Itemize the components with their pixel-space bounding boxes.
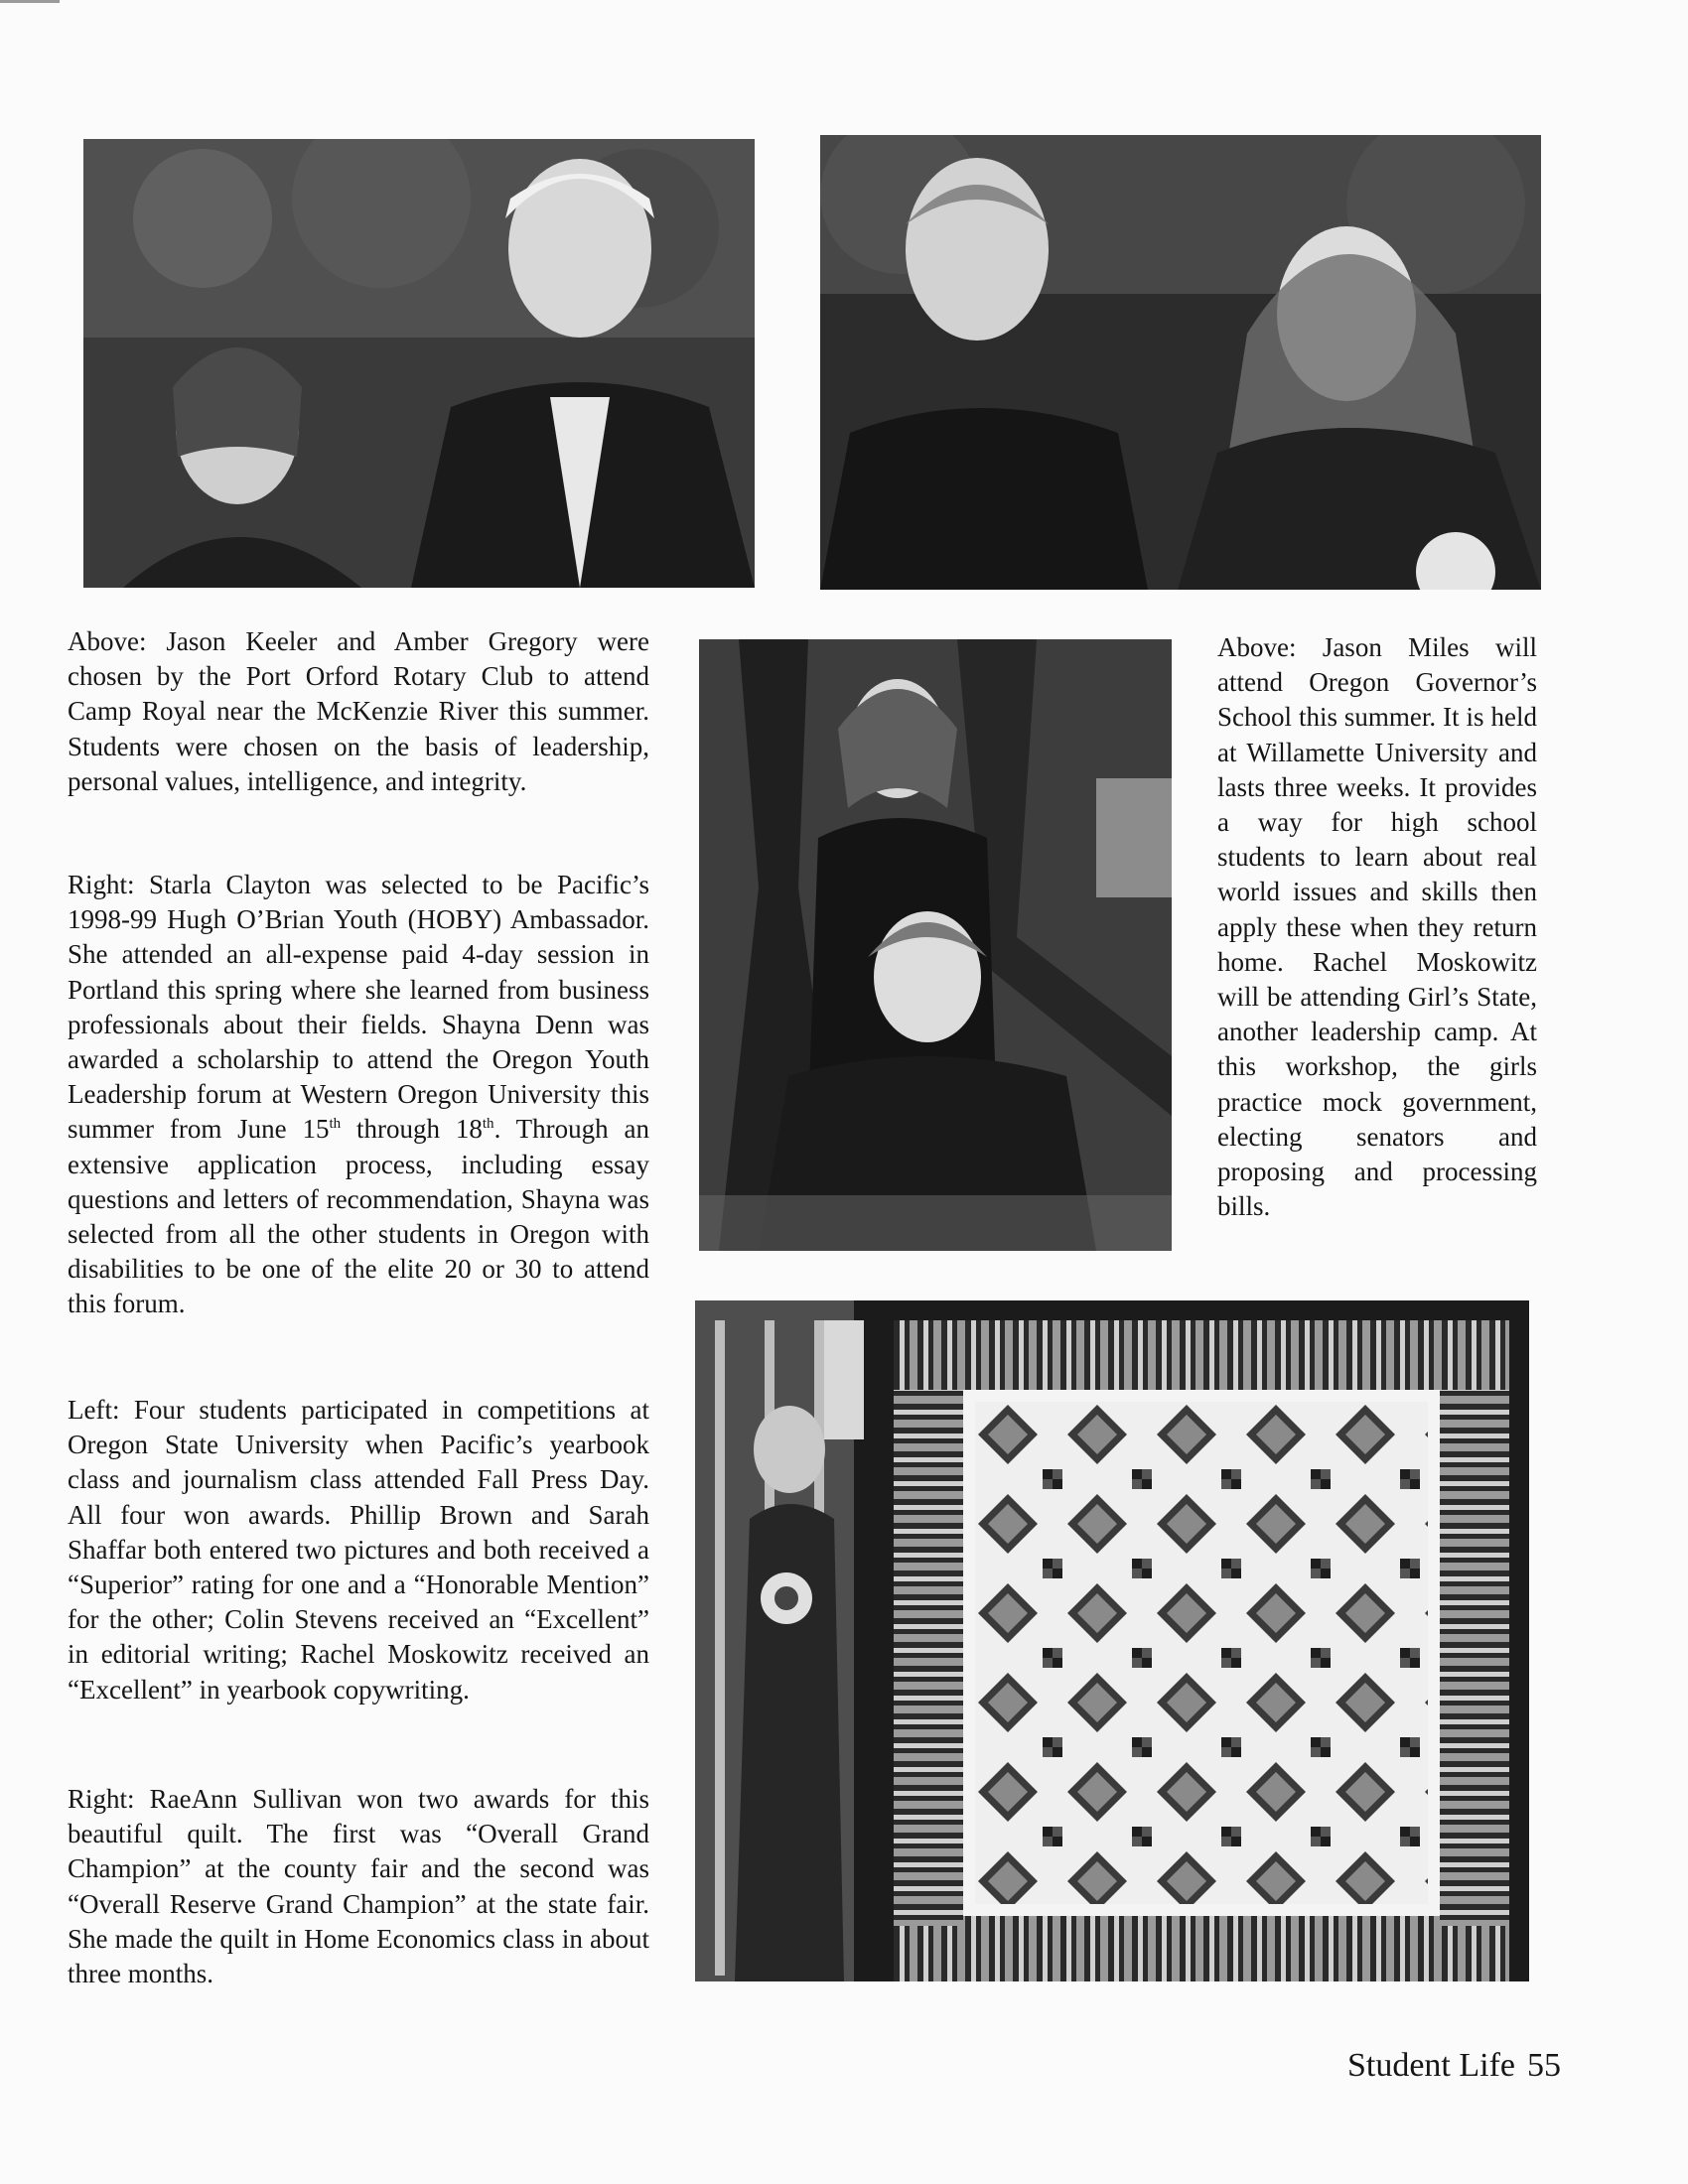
photo-governor-students (820, 135, 1541, 590)
caption-press-day: Left: Four students participated in competitions at Oregon State University when Pacific’s yearbook class and journalism class attended Fall Press Day. All four won awards. Phillip Brown and Sarah Shaffar both entered two pictures and both received a “Superior” rating for one and a “Honorable Mention” for the other; Colin Stevens received an “Excellent” in editorial writing; Rachel Moskowitz received an “Excellent” in yearbook copywriting. (68, 1395, 649, 1705)
caption-hoby-text-3: . Through an extensive application process, including essay questions and letters of recommendation, Shayna was selected from all the other students in Oregon with disabilities to be one of the elite 20 or 30 to attend this forum. (68, 1114, 649, 1319)
caption-hoby-text-2: through 18 (341, 1114, 483, 1145)
photo-hoby-image (699, 639, 1172, 1251)
caption-governor: Above: Jason Miles will attend Oregon Governor’s School this summer. It is held at Willamette University and lasts three weeks. It provides a way for high school students to learn about real world issues and skills then apply these when they return home. Rachel Moskowitz will be attending Girl’s State, another leadership camp. At this workshop, the girls practice mock government, electing senators and proposing and processing bills. (1217, 632, 1537, 1222)
page-number: 55 (1527, 2047, 1561, 2084)
photo-quilt-image (695, 1300, 1529, 1981)
caption-hoby (68, 868, 649, 1322)
page-edge-line (0, 0, 60, 3)
caption-rotary: Above: Jason Keeler and Amber Gregory were chosen by the Port Orford Rotary Club to attend Camp Royal near the McKenzie River this summer. Students were chosen on the basis of leadership, personal values, intelligence, and integrity. (68, 626, 649, 796)
photo-quilt (695, 1300, 1529, 1981)
photo-hoby-students (699, 639, 1172, 1251)
section-title: Student Life (1346, 2047, 1515, 2084)
caption-hoby-sup-1: th (329, 1116, 342, 1133)
photo-rotary-image (83, 139, 755, 588)
page-footer (1347, 2047, 1561, 2085)
caption-hoby-sup-2: th (482, 1116, 494, 1133)
photo-governor-image (820, 135, 1541, 590)
photo-rotary-students (83, 139, 755, 588)
caption-hoby-text-1: Right: Starla Clayton was selected to be Pacific’s 1998-99 Hugh O’Brian Youth (HOBY) Ambassador. She attended an all-expense paid 4-day session in Portland this spring where she learned from business professionals about their fields. Shayna Denn was awarded a scholarship to attend the Oregon Youth Leadership forum at Western Oregon University this summer from June 15 (68, 870, 649, 1145)
caption-quilt: Right: RaeAnn Sullivan won two awards for this beautiful quilt. The first was “Overall Grand Champion” at the county fair and the second was “Overall Reserve Grand Champion” at the state fair. She made the quilt in Home Economics class in about three months. (68, 1784, 649, 1989)
